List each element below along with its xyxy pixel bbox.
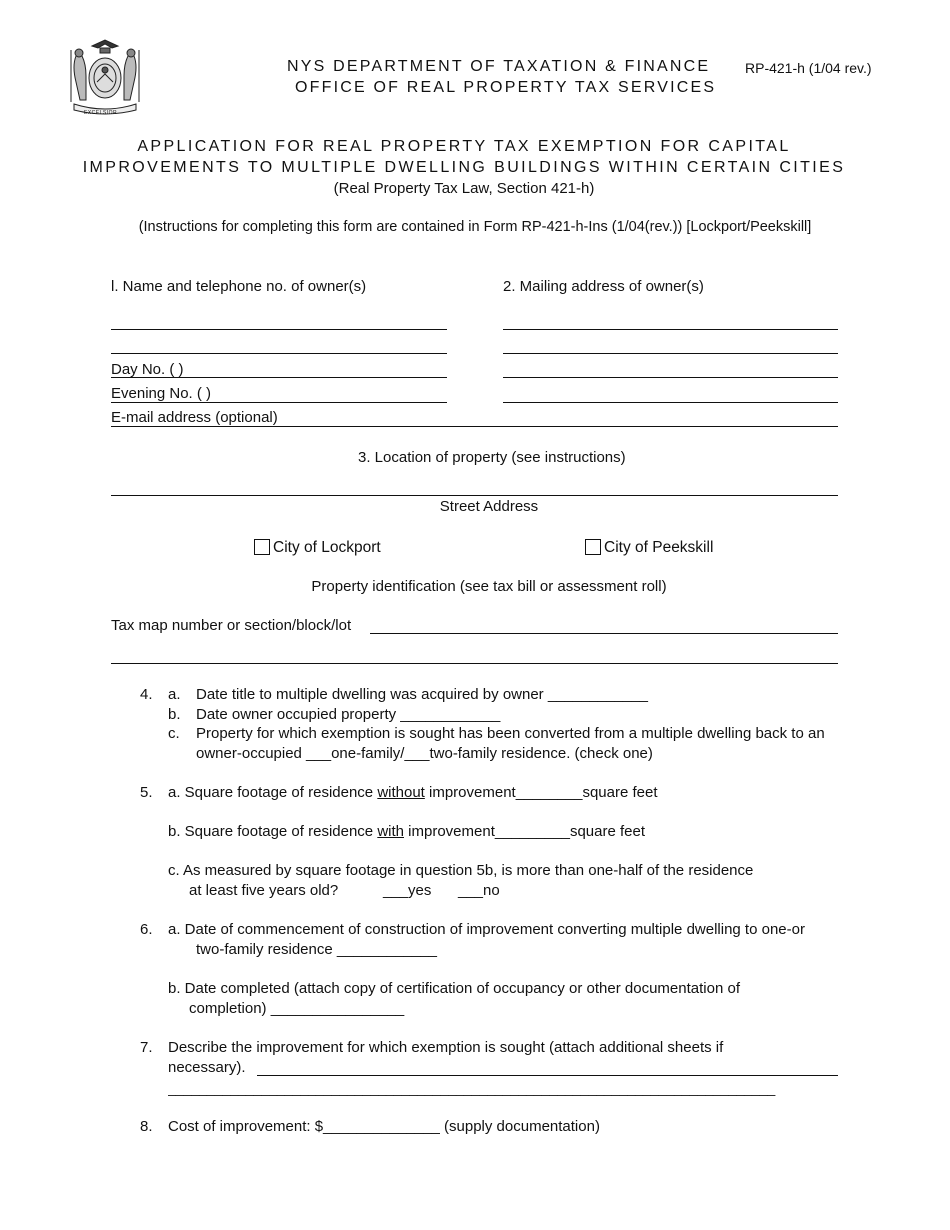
q4a-text: Date title to multiple dwelling was acquired by owner ____________ — [196, 686, 648, 703]
q7-text-1: Describe the improvement for which exemption is sought (attach additional sheets if — [168, 1039, 724, 1056]
law-reference: (Real Property Tax Law, Section 421-h) — [333, 180, 595, 197]
q6b-text-2: completion) ________________ — [189, 1000, 405, 1017]
tax-map-label: Tax map number or section/block/lot — [111, 617, 352, 634]
q6-number: 6. — [140, 921, 153, 938]
tax-map-line[interactable] — [370, 633, 838, 634]
email-label: E-mail address (optional) — [111, 409, 278, 426]
agency-name: NYS DEPARTMENT OF TAXATION & FINANCE — [287, 58, 711, 75]
q5a-text: a. Square footage of residence without improvement________square feet — [168, 784, 658, 801]
instructions-note: (Instructions for completing this form are contained in Form RP-421-h-Ins (1/04(rev.)) [Lockport/Peekskill] — [138, 219, 812, 235]
city-lockport-label: City of Lockport — [273, 539, 381, 556]
q5c-no: ___no — [458, 882, 500, 899]
form-id: RP-421-h (1/04 rev.) — [745, 60, 872, 76]
mailing-address-line-4[interactable] — [503, 402, 838, 403]
property-id-label: Property identification (see tax bill or assessment roll) — [311, 578, 667, 595]
q5c-yes: ___yes — [383, 882, 432, 899]
evening-phone-label: Evening No. ( ) — [111, 385, 212, 402]
evening-phone-line[interactable] — [111, 402, 447, 403]
day-phone-label: Day No. ( ) — [111, 361, 184, 378]
q4c-text-1: Property for which exemption is sought has been converted from a multiple dwelling back to an — [196, 725, 825, 742]
street-address-caption: Street Address — [439, 498, 539, 515]
city-peekskill-checkbox[interactable] — [585, 539, 601, 555]
location-label: 3. Location of property (see instructions) — [358, 449, 626, 466]
q6a-text-2: two-family residence ____________ — [196, 941, 437, 958]
street-address-line[interactable] — [111, 495, 838, 496]
q6b-text-1: b. Date completed (attach copy of certification of occupancy or other documentation of — [168, 980, 740, 997]
q7-number: 7. — [140, 1039, 153, 1056]
q5c-text-2: at least five years old? — [189, 882, 339, 899]
owner-name-line-2[interactable] — [111, 353, 447, 354]
nys-seal-icon — [62, 36, 148, 118]
mailing-address-label: 2. Mailing address of owner(s) — [503, 278, 704, 295]
form-title-line1: APPLICATION FOR REAL PROPERTY TAX EXEMPTION FOR CAPITAL — [137, 138, 791, 155]
mailing-address-line-2[interactable] — [503, 353, 838, 354]
q5b-text: b. Square footage of residence with improvement_________square feet — [168, 823, 645, 840]
q7-description-line-2[interactable]: ______________________________________________________________________________ — [168, 1080, 776, 1096]
tax-map-line-2[interactable] — [111, 663, 838, 664]
q4c-letter: c. — [168, 725, 180, 742]
day-phone-line[interactable] — [111, 377, 447, 378]
q7-text-2: necessary). — [168, 1059, 246, 1076]
email-line[interactable] — [111, 426, 838, 427]
form-title-line2: IMPROVEMENTS TO MULTIPLE DWELLING BUILDINGS WITHIN CERTAIN CITIES — [82, 159, 846, 176]
q4-number: 4. — [140, 686, 153, 703]
seal-motto: EXCELSIOR — [84, 110, 118, 116]
owner-name-line-1[interactable] — [111, 329, 447, 330]
agency-office: OFFICE OF REAL PROPERTY TAX SERVICES — [295, 79, 717, 96]
q4b-text: Date owner occupied property ____________ — [196, 706, 501, 723]
q6a-text-1: a. Date of commencement of construction of improvement converting multiple dwelling to one-or — [168, 921, 805, 938]
q5-number: 5. — [140, 784, 153, 801]
city-lockport-checkbox[interactable] — [254, 539, 270, 555]
q8-number: 8. — [140, 1118, 153, 1135]
q8-text: Cost of improvement: $______________ (supply documentation) — [168, 1118, 600, 1135]
q5c-text-1: c. As measured by square footage in question 5b, is more than one-half of the residence — [168, 862, 754, 879]
q4a-letter: a. — [168, 686, 181, 703]
q7-description-line-1[interactable] — [257, 1075, 838, 1076]
mailing-address-line-1[interactable] — [503, 329, 838, 330]
mailing-address-line-3[interactable] — [503, 377, 838, 378]
q4b-letter: b. — [168, 706, 181, 723]
owner-name-label: l. Name and telephone no. of owner(s) — [111, 278, 367, 295]
city-peekskill-label: City of Peekskill — [604, 539, 714, 556]
q4c-text-2: owner-occupied ___one-family/___two-family residence. (check one) — [196, 745, 653, 762]
